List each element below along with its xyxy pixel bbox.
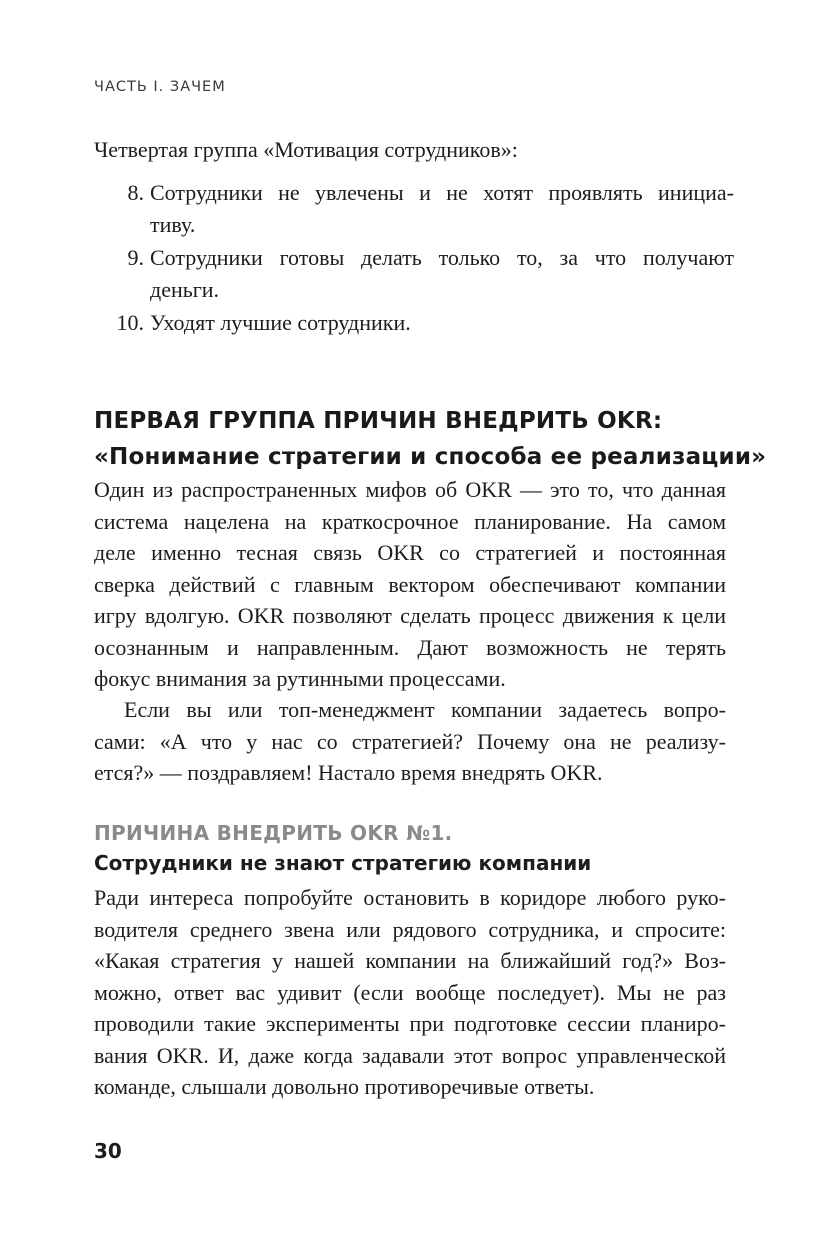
list-item-line: Уходят лучшие сотрудники. — [150, 310, 411, 335]
paragraph-line: Один из распространенных мифов об OKR — это то, что данная — [94, 477, 726, 502]
paragraph-line: деле именно тесная связь OKR со стратегией и постоянная — [94, 540, 726, 565]
running-header: ЧАСТЬ I. ЗАЧЕМ — [94, 79, 226, 95]
paragraph-line: «Какая стратегия у нашей компании на ближайший год?» Воз- — [94, 948, 726, 973]
list-item-text — [150, 307, 734, 339]
list-item — [94, 177, 734, 240]
paragraph-line: осознанным и направленным. Дают возможность не терять — [94, 634, 726, 660]
paragraph-line: сами: «А что у нас со стратегией? Почему она не реализу- — [94, 728, 726, 754]
paragraph-myth — [94, 474, 726, 695]
paragraph-line: вания OKR. И, даже когда задавали этот вопрос управленческой — [94, 1042, 726, 1068]
list-item-text — [150, 242, 734, 305]
paragraph-line: проводили такие эксперименты при подготовке сессии планиро- — [94, 1011, 726, 1036]
list-item-line: Сотрудники не увлечены и не хотят проявлять инициа- — [150, 180, 734, 205]
list-item-number: 9. — [127, 245, 144, 270]
paragraph-line: Если вы или топ-менеджмент компании задаетесь вопро- — [124, 697, 726, 722]
paragraph-line: можно, ответ вас удивит (если вообще последует). Мы не раз — [94, 979, 726, 1005]
reason-label: ПРИЧИНА ВНЕДРИТЬ OKR №1. — [94, 821, 453, 845]
list-item-line: тиву. — [150, 211, 196, 237]
section-heading — [94, 403, 767, 475]
paragraph-line: водителя среднего звена или рядового сотрудника, и спросите: — [94, 916, 726, 942]
list-item-line: Сотрудники готовы делать только то, за что получают — [150, 245, 734, 270]
list-item — [94, 307, 734, 339]
numbered-list — [94, 177, 734, 341]
list-item-text — [150, 177, 734, 240]
section-heading-line: «Понимание стратегии и способа ее реализации» — [94, 444, 767, 471]
intro-line: Четвертая группа «Мотивация сотрудников»: — [94, 137, 518, 162]
paragraph-line: фокус внимания за рутинными процессами. — [94, 666, 506, 691]
list-item-number: 8. — [127, 180, 144, 205]
paragraph-experiment — [94, 882, 726, 1103]
list-item-line: деньги. — [150, 276, 220, 302]
paragraph-line: ется?» — поздравляем! Настало время внедрять OKR. — [94, 760, 603, 785]
paragraph-line: команде, слышали довольно противоречивые ответы. — [94, 1074, 595, 1099]
page-number: 30 — [94, 1139, 122, 1163]
list-item — [94, 242, 734, 305]
reason-title: Сотрудники не знают стратегию компании — [94, 851, 592, 875]
paragraph-line: система нацелена на краткосрочное планирование. На самом — [94, 508, 726, 534]
paragraph-line: Ради интереса попробуйте остановить в коридоре любого руко- — [94, 885, 726, 910]
paragraph-line: сверка действий с главным вектором обеспечивают компании — [94, 571, 726, 597]
paragraph-strategy-question — [94, 694, 726, 789]
paragraph-line: игру вдолгую. OKR позволяют сделать процесс движения к цели — [94, 603, 726, 628]
section-heading-line: ПЕРВАЯ ГРУППА ПРИЧИН ВНЕДРИТЬ OKR: — [94, 408, 663, 435]
list-item-number: 10. — [116, 310, 144, 335]
